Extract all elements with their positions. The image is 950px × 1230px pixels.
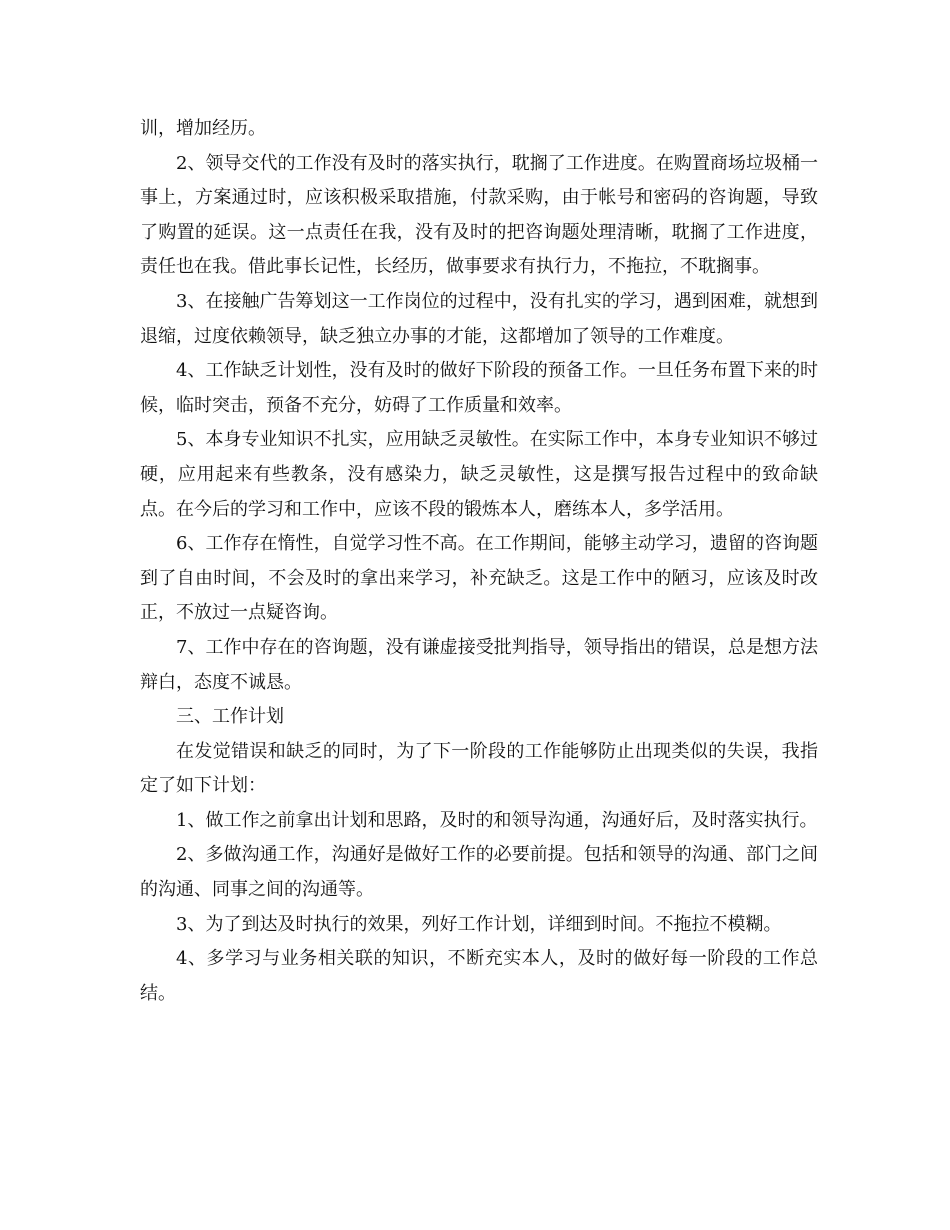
- paragraph-item-2: 2、领导交代的工作没有及时的落实执行，耽搁了工作进度。在购置商场垃圾桶一事上，方案通过时，应该积极采取措施，付款采购，由于帐号和密码的咨询题，导致了购置的延误。这一点责任在我，没有及时的把咨询题处理清晰，耽搁了工作进度，责任也在我。借此事长记性，长经历，做事要求有执行力，不拖拉，不耽搁事。: [140, 152, 818, 278]
- paragraph-item-4: 4、工作缺乏计划性，没有及时的做好下阶段的预备工作。一旦任务布置下来的时候，临时突击，预备不充分，妨碍了工作质量和效率。: [140, 360, 818, 416]
- paragraph-item-3: 3、在接触广告筹划这一工作岗位的过程中，没有扎实的学习，遇到困难，就想到退缩，过度依赖领导，缺乏独立办事的才能，这都增加了领导的工作难度。: [140, 290, 818, 347]
- paragraph-item-5: 5、本身专业知识不扎实，应用缺乏灵敏性。在实际工作中，本身专业知识不够过硬，应用起来有些教条，没有感染力，缺乏灵敏性，这是撰写报告过程中的致命缺点。在今后的学习和工作中，应该不段的锻炼本人，磨练本人，多学活用。: [140, 429, 818, 520]
- paragraph-plan-3: 3、为了到达及时执行的效果，列好工作计划，详细到时间。不拖拉不模糊。: [176, 913, 782, 935]
- paragraph-item-6: 6、工作存在惰性，自觉学习性不高。在工作期间，能够主动学习，遗留的咨询题到了自由时间，不会及时的拿出来学习，补充缺乏。这是工作中的陋习，应该及时改正，不放过一点疑咨询。: [140, 533, 818, 624]
- paragraph-continuation: 训，增加经历。: [140, 118, 266, 139]
- paragraph-plan-1: 1、做工作之前拿出计划和思路，及时的和领导沟通，沟通好后，及时落实执行。: [176, 809, 818, 831]
- section-heading-work-plan: 三、工作计划: [176, 706, 284, 728]
- document-body: [140, 112, 818, 1011]
- paragraph-item-7: 7、工作中存在的咨询题，没有谦虚接受批判指导，领导指出的错误，总是想方法辩白，态度不诚恳。: [140, 636, 818, 693]
- paragraph-plan-2: 2、多做沟通工作，沟通好是做好工作的必要前提。包括和领导的沟通、部门之间的沟通、同事之间的沟通等。: [140, 844, 818, 901]
- paragraph-plan-intro: 在发觉错误和缺乏的同时，为了下一阶段的工作能够防止出现类似的失误，我指定了如下计划：: [140, 740, 818, 797]
- paragraph-plan-4: 4、多学习与业务相关联的知识，不断充实本人，及时的做好每一阶段的工作总结。: [140, 948, 818, 1004]
